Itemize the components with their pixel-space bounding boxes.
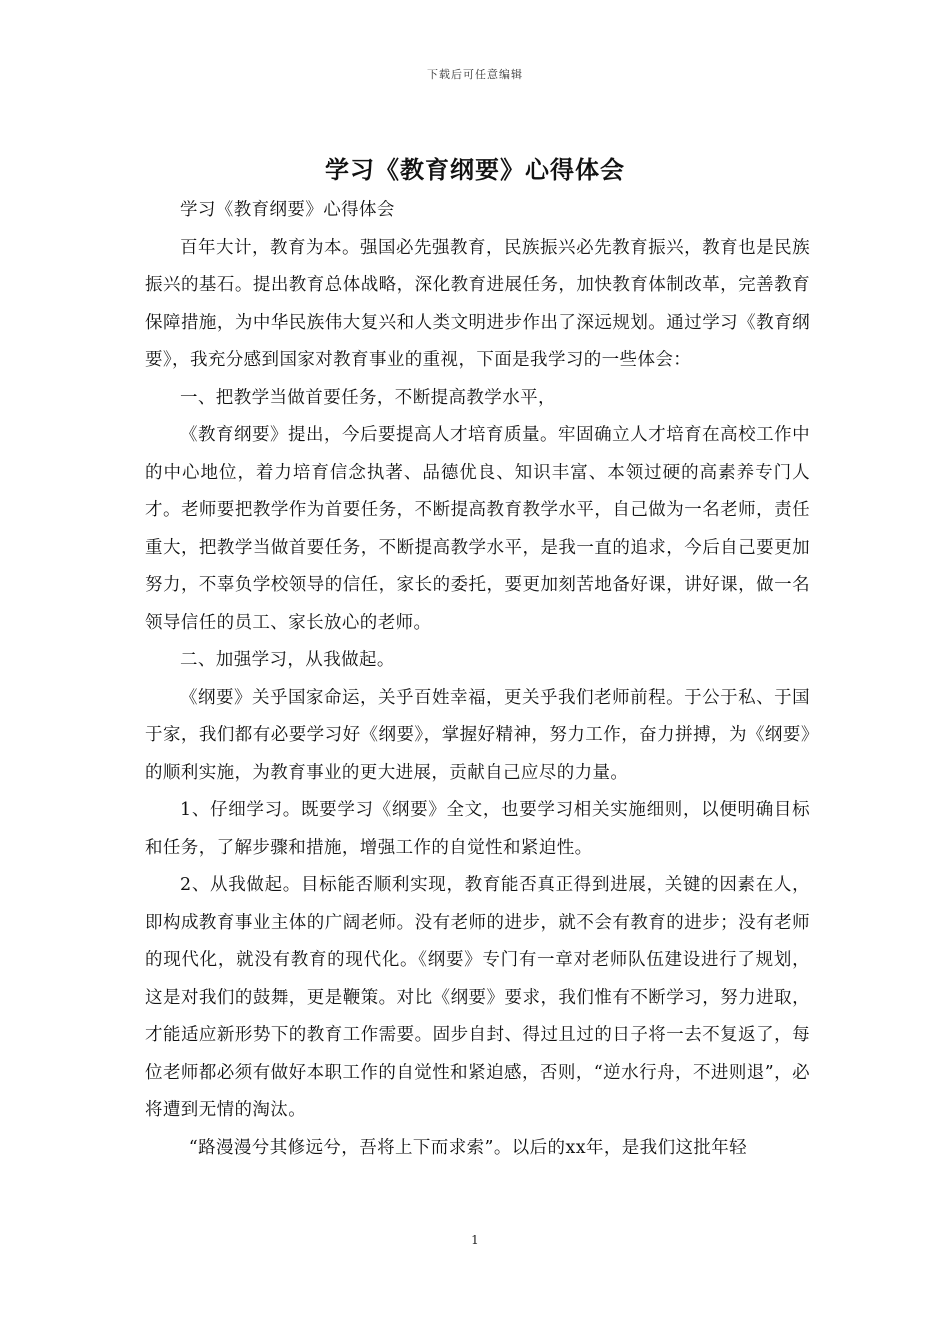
paragraph-point-1: 1、仔细学习。既要学习《纲要》全文，也要学习相关实施细则，以便明确目标和任务，了解步骤和措施，增强工作的自觉性和紧迫性。 [145, 800, 810, 858]
page-number: 1 [471, 1233, 479, 1247]
paragraph-intro: 百年大计，教育为本。强国必先强教育，民族振兴必先教育振兴，教育也是民族振兴的基石。提出教育总体战略，深化教育进展任务，加快教育体制改革，完善教育保障措施，为中华民族伟大复兴和人类文明进步作出了深远规划。通过学习《教育纲要》，我充分感到国家对教育事业的重视，下面是我学习的一些体会： [145, 237, 810, 370]
header-note: 下载后可任意编辑 [427, 68, 523, 81]
paragraph-subtitle: 学习《教育纲要》心得体会 [180, 200, 395, 220]
paragraph-section-2: 《纲要》关乎国家命运，关乎百姓幸福，更关乎我们老师前程。于公于私、于国于家，我们都有必要学习好《纲要》，掌握好精神，努力工作，奋力拼搏，为《纲要》的顺利实施，为教育事业的更大进展，贡献自己应尽的力量。 [145, 687, 810, 783]
document-body [145, 192, 810, 1167]
section-heading-2: 二、加强学习，从我做起。 [180, 650, 395, 670]
paragraph-point-2: 2、从我做起。目标能否顺利实现，教育能否真正得到进展，关键的因素在人，即构成教育事业主体的广阔老师。没有老师的进步，就不会有教育的进步；没有老师的现代化，就没有教育的现代化。《纲要》专门有一章对老师队伍建设进行了规划，这是对我们的鼓舞，更是鞭策。对比《纲要》要求，我们惟有不断学习，努力进取，才能适应新形势下的教育工作需要。固步自封、得过且过的日子将一去不复返了，每位老师都必须有做好本职工作的自觉性和紧迫感，否则，“逆水行舟，不进则退”，必将遭到无情的淘汰。 [145, 875, 810, 1120]
paragraph-quote: “路漫漫兮其修远兮，吾将上下而求索”。以后的xx年，是我们这批年轻 [188, 1137, 748, 1158]
paragraph-section-1: 《教育纲要》提出，今后要提高人才培育质量。牢固确立人才培育在高校工作中的中心地位，着力培育信念执著、品德优良、知识丰富、本领过硬的高素养专门人才。老师要把教学作为首要任务，不断提高教育教学水平，自己做为一名老师，责任重大，把教学当做首要任务，不断提高教学水平，是我一直的追求，今后自己要更加努力，不辜负学校领导的信任，家长的委托，要更加刻苦地备好课，讲好课，做一名领导信任的员工、家长放心的老师。 [145, 425, 810, 633]
section-heading-1: 一、把教学当做首要任务，不断提高教学水平， [180, 387, 556, 408]
document-title: 学习《教育纲要》心得体会 [325, 155, 625, 184]
